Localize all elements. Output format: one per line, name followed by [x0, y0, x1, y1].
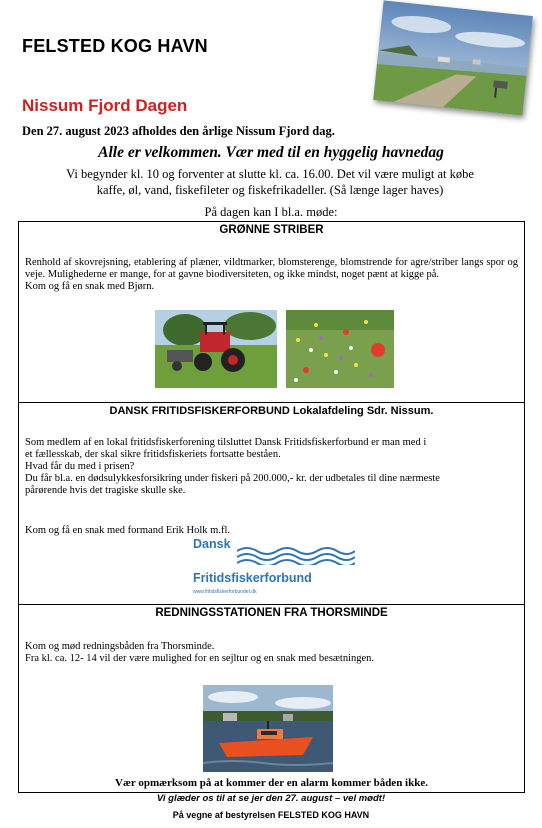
section-paragraph: [25, 257, 518, 293]
section-title: REDNINGSSTATIONEN FRA THORSMINDE: [155, 607, 388, 619]
logo-word-fritidsfiskerforbund: Fritidsfiskerforbund: [193, 571, 312, 585]
section-paragraph-text: Renhold af skovrejsning, etablering af plæner, vildtmarker, blomsterenge, blomstrende for agre/striber langs spor og veje. Mulighederne er mange, for at gavne biodiversiteten, og ikke mindst, noget pænt at kigge på.: [25, 257, 518, 280]
date-line: Den 27. august 2023 afholdes den årlige Nissum Fjord dag.: [22, 124, 335, 138]
section-line: pårørende hvis det tragiske skulle ske.: [25, 485, 186, 496]
section-fishing-association: [18, 402, 525, 606]
welcome-line: Alle er velkommen. Vær med til en hyggelig havnedag: [98, 144, 444, 161]
section-closing: Kom og få en snak med formand Erik Holk m.fl.: [25, 525, 230, 536]
section-title: DANSK FRITIDSFISKERFORBUND Lokalafdeling Sdr. Nissum.: [109, 405, 434, 417]
section-line: Kom og mød redningsbåden fra Thorsminde.: [25, 641, 215, 652]
section-line: Fra kl. ca. 12- 14 vil der være mulighed for en sejltur og en snak med besætningen.: [25, 653, 375, 664]
section-paragraph: [25, 437, 518, 497]
harbor-photo-art: [373, 0, 533, 115]
tractor-photo-art: [155, 310, 277, 388]
rescue-boat-photo: [203, 685, 333, 772]
tractor-photo: [155, 310, 277, 388]
wildflower-photo-art: [286, 310, 394, 388]
section-title: GRØNNE STRIBER: [219, 224, 324, 236]
section-rescue-station: [18, 604, 525, 793]
footer-greeting: Vi glæder os til at se jer den 27. august – vel mødt!: [156, 793, 386, 804]
section-paragraph: [25, 641, 518, 665]
logo-url: www.fritidsfiskerforbundet.dk: [193, 589, 257, 595]
section-line: Som medlem af en lokal fritidsfiskerforening tilsluttet Dansk Fritidsfiskerforbund er man med i: [25, 437, 427, 448]
wave-icon: [237, 545, 355, 565]
meet-intro: På dagen kan I bl.a. møde:: [204, 205, 338, 219]
rescue-boat-photo-art: [203, 685, 333, 772]
logo-word-dansk: Dansk: [193, 537, 231, 551]
organization-title: FELSTED KOG HAVN: [22, 36, 208, 56]
intro-line: kaffe, øl, vand, fiskefileter og fiskefrikadeller. (Så længe lager haves): [96, 183, 444, 197]
section-green-stripes: [18, 221, 525, 404]
intro-line: Vi begynder kl. 10 og forventer at slutte kl. ca. 16.00. Det vil være muligt at købe: [66, 167, 474, 181]
event-title: Nissum Fjord Dagen: [22, 96, 188, 115]
association-logo: [187, 537, 357, 599]
section-closing: Kom og få en snak med Bjørn.: [25, 281, 155, 292]
footer-signature: På vegne af bestyrelsen FELSTED KOG HAVN: [172, 810, 370, 820]
section-line: Hvad får du med i prisen?: [25, 461, 135, 472]
wildflower-photo: [286, 310, 394, 388]
section-line: et fællesskab, der skal sikre fritidsfiskeriets fortsatte beståen.: [25, 449, 281, 460]
alarm-note: Vær opmærksom på at kommer der en alarm kommer båden ikke.: [115, 777, 428, 789]
harbor-photo: [373, 0, 533, 115]
intro-text: [40, 166, 500, 198]
section-line: Du får bl.a. en dødsulykkesforsikring under fiskeri på 200.000,- kr. der udbetales til dine nærmeste: [25, 473, 440, 484]
